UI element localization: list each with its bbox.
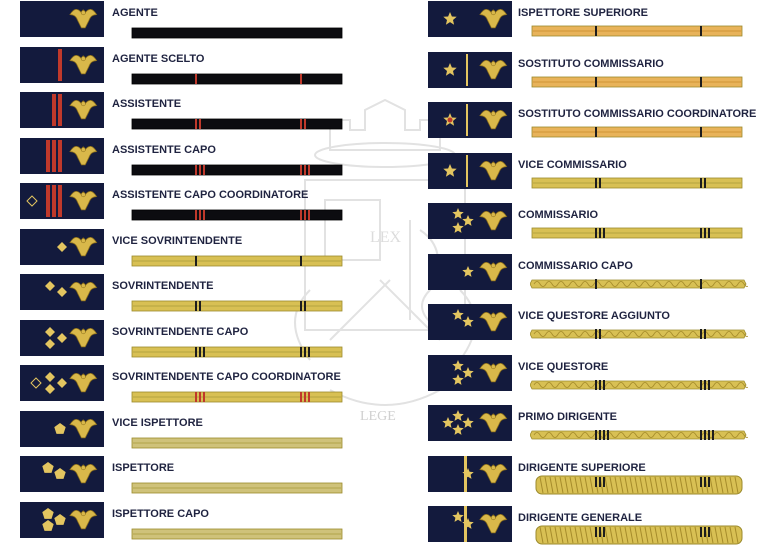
rank-diamond-icon — [45, 372, 55, 382]
bar-mark — [304, 392, 306, 402]
eagle-emblem-icon — [480, 312, 507, 331]
bar-mark — [708, 477, 710, 487]
bar-mark — [595, 527, 597, 537]
rank-diamond-icon — [31, 378, 41, 388]
epaulet-insignia — [428, 304, 512, 340]
bar-mark — [195, 74, 197, 84]
bar-body — [132, 74, 342, 84]
rank-star-icon — [462, 215, 473, 226]
eagle-emblem-icon — [70, 282, 97, 301]
rank-star-icon — [452, 424, 463, 435]
red-stripe — [52, 185, 56, 217]
bar-mark — [195, 210, 197, 220]
rank-name: DIRIGENTE GENERALE — [518, 512, 643, 524]
epaulet-insignia — [428, 506, 512, 542]
rank-name: AGENTE — [112, 7, 158, 19]
bar-mark — [595, 279, 597, 289]
rank-name: SOVRINTENDENTE — [112, 280, 214, 292]
shoulder-bar — [130, 162, 348, 178]
eagle-emblem-icon — [480, 9, 507, 28]
epaulet-insignia — [428, 355, 512, 391]
rank-diamond-icon — [57, 333, 67, 343]
shoulder-bar — [130, 207, 348, 223]
rank-name: COMMISSARIO CAPO — [518, 259, 633, 272]
rank-star-icon — [443, 12, 456, 25]
bar-mark — [704, 527, 706, 537]
epaulet-insignia — [20, 274, 104, 310]
rank-name: SOVRINTENDENTE CAPO COORDINATORE — [112, 371, 341, 383]
shoulder-bar — [530, 326, 748, 342]
bar-mark — [199, 165, 201, 175]
rank-diamond-icon — [45, 281, 55, 291]
bar-mark — [304, 119, 306, 129]
bar-mark — [599, 477, 601, 487]
eagle-emblem-icon — [70, 419, 97, 438]
bar-mark — [199, 119, 201, 129]
rank-pentagon-icon — [54, 468, 65, 479]
rank-name: VICE SOVRINTENDENTE — [112, 234, 243, 247]
rank-name: SOSTITUTO COMMISSARIO — [518, 57, 664, 70]
shoulder-bar — [130, 344, 348, 360]
bar-mark — [308, 392, 310, 402]
shoulder-bar — [530, 124, 748, 140]
shoulder-bar — [530, 524, 748, 546]
epaulet-insignia — [428, 102, 512, 138]
rank-diamond-icon — [45, 339, 55, 349]
rank-pentagon-icon — [42, 462, 53, 473]
bar-mark — [195, 256, 197, 266]
red-stripe — [58, 140, 62, 172]
bar-mark — [700, 329, 702, 339]
rank-name: ASSISTENTE CAPO — [112, 143, 216, 156]
eagle-emblem-icon — [70, 328, 97, 347]
rank-pentagon-icon — [42, 508, 53, 519]
bar-mark — [203, 347, 205, 357]
epaulet-insignia — [428, 52, 512, 88]
epaulet-insignia — [428, 203, 512, 239]
shoulder-bar — [530, 225, 748, 241]
bar-mark — [300, 165, 302, 175]
rank-name: SOSTITUTO COMMISSARIO COORDINATORE — [518, 108, 757, 120]
epaulet-insignia — [428, 254, 512, 290]
shoulder-bar — [530, 23, 748, 39]
bar-mark — [700, 430, 702, 440]
rank-star-icon — [443, 164, 456, 177]
shoulder-bar — [130, 116, 348, 132]
rank-name: VICE QUESTORE AGGIUNTO — [518, 310, 670, 322]
bar-mark — [599, 329, 601, 339]
epaulet-insignia — [20, 502, 104, 538]
rank-name: PRIMO DIRIGENTE — [518, 411, 618, 423]
rank-star-icon — [462, 316, 473, 327]
eagle-emblem-icon — [480, 262, 507, 281]
shoulder-bar — [130, 25, 348, 41]
epaulet-insignia — [20, 47, 104, 83]
bar-mark — [704, 380, 706, 390]
bar-mark — [700, 477, 702, 487]
bar-mark — [203, 392, 205, 402]
bar-mark — [700, 127, 702, 137]
rank-star-icon — [462, 266, 473, 277]
bar-mark — [599, 178, 601, 188]
bar-mark — [704, 178, 706, 188]
rank-star-icon — [452, 374, 463, 385]
bar-mark — [195, 347, 197, 357]
bar-mark — [603, 527, 605, 537]
rank-name: VICE ISPETTORE — [112, 416, 203, 429]
rank-pentagon-icon — [54, 514, 65, 525]
epaulet-insignia — [20, 183, 104, 219]
bar-mark — [700, 26, 702, 36]
rank-diamond-icon — [57, 287, 67, 297]
bar-mark — [599, 228, 601, 238]
bar-mark — [607, 430, 609, 440]
gold-stripe — [466, 104, 468, 136]
epaulet-insignia — [20, 365, 104, 401]
red-stripe — [52, 94, 56, 126]
eagle-emblem-icon — [70, 191, 97, 210]
rank-star-icon — [443, 63, 456, 76]
bar-mark — [700, 77, 702, 87]
rank-star-icon — [442, 417, 453, 428]
rank-name: ISPETTORE — [112, 462, 175, 474]
bar-mark — [603, 477, 605, 487]
rank-star-icon — [452, 222, 463, 233]
bar-mark — [704, 430, 706, 440]
eagle-emblem-icon — [70, 146, 97, 165]
rank-diamond-icon — [57, 378, 67, 388]
shoulder-bar — [130, 526, 348, 542]
eagle-emblem-icon — [480, 161, 507, 180]
epaulet-insignia — [428, 153, 512, 189]
bar-mark — [603, 430, 605, 440]
epaulet-insignia — [20, 456, 104, 492]
rank-diamond-icon — [45, 327, 55, 337]
red-stripe — [46, 185, 50, 217]
bar-mark — [304, 347, 306, 357]
watermark-lege: LEGE — [360, 409, 396, 424]
rank-name: ISPETTORE CAPO — [112, 507, 209, 520]
rank-star-icon — [452, 410, 463, 421]
gold-stripe — [466, 54, 468, 86]
bar-mark — [700, 279, 702, 289]
bar-mark — [300, 74, 302, 84]
bar-mark — [708, 430, 710, 440]
bar-mark — [708, 527, 710, 537]
bar-mark — [304, 210, 306, 220]
bar-mark — [595, 127, 597, 137]
red-stripe — [58, 94, 62, 126]
bar-mark — [595, 178, 597, 188]
bar-mark — [304, 165, 306, 175]
bar-mark — [595, 228, 597, 238]
bar-mark — [599, 380, 601, 390]
rank-diamond-icon — [45, 384, 55, 394]
bar-mark — [595, 26, 597, 36]
bar-mark — [195, 119, 197, 129]
bar-body — [132, 28, 342, 38]
eagle-emblem-icon — [70, 464, 97, 483]
bar-mark — [195, 165, 197, 175]
bar-mark — [195, 301, 197, 311]
bar-mark — [300, 347, 302, 357]
bar-mark — [300, 392, 302, 402]
rank-diamond-icon — [57, 242, 67, 252]
bar-mark — [199, 301, 201, 311]
rank-name: SOVRINTENDENTE CAPO — [112, 325, 249, 338]
bar-mark — [599, 527, 601, 537]
rank-star-icon — [462, 367, 473, 378]
red-center-dot — [448, 118, 453, 123]
bar-mark — [595, 430, 597, 440]
red-stripe — [58, 185, 62, 217]
shoulder-bar — [130, 71, 348, 87]
bar-mark — [199, 210, 201, 220]
bar-mark — [595, 380, 597, 390]
red-stripe — [52, 140, 56, 172]
eagle-emblem-icon — [70, 100, 97, 119]
epaulet-insignia — [428, 405, 512, 441]
shoulder-bar — [130, 435, 348, 451]
eagle-emblem-icon — [480, 514, 507, 533]
epaulet-insignia — [20, 411, 104, 447]
bar-body — [132, 119, 342, 129]
bar-mark — [308, 347, 310, 357]
shoulder-bar — [530, 74, 748, 90]
eagle-emblem-icon — [70, 373, 97, 392]
eagle-emblem-icon — [70, 237, 97, 256]
shoulder-bar — [130, 389, 348, 405]
bar-mark — [308, 210, 310, 220]
eagle-emblem-icon — [480, 60, 507, 79]
rank-name: COMMISSARIO — [518, 209, 599, 221]
shoulder-bar — [530, 175, 748, 191]
eagle-emblem-icon — [70, 55, 97, 74]
bar-mark — [603, 380, 605, 390]
eagle-emblem-icon — [70, 510, 97, 529]
eagle-emblem-icon — [480, 413, 507, 432]
epaulet-insignia — [20, 1, 104, 37]
shoulder-bar — [530, 474, 748, 496]
eagle-emblem-icon — [480, 464, 507, 483]
rank-name: ASSISTENTE — [112, 98, 182, 110]
shoulder-bar — [530, 276, 748, 292]
rank-name: AGENTE SCELTO — [112, 52, 205, 65]
shoulder-bar — [530, 377, 748, 393]
bar-mark — [304, 301, 306, 311]
epaulet-insignia — [428, 456, 512, 492]
bar-mark — [704, 477, 706, 487]
bar-mark — [199, 347, 201, 357]
shoulder-bar — [130, 480, 348, 496]
eagle-emblem-icon — [70, 9, 97, 28]
rank-star-icon — [452, 511, 463, 522]
epaulet-insignia — [20, 320, 104, 356]
eagle-emblem-icon — [480, 211, 507, 230]
bar-mark — [595, 329, 597, 339]
rank-name: VICE COMMISSARIO — [518, 158, 627, 171]
bar-mark — [708, 380, 710, 390]
eagle-emblem-icon — [480, 363, 507, 382]
bar-mark — [203, 165, 205, 175]
bar-body — [132, 165, 342, 175]
rank-name: DIRIGENTE SUPERIORE — [518, 461, 646, 474]
rank-star-icon — [462, 417, 473, 428]
bar-mark — [712, 430, 714, 440]
bar-mark — [195, 392, 197, 402]
bar-mark — [700, 228, 702, 238]
rank-star-icon — [452, 309, 463, 320]
rank-pentagon-icon — [42, 520, 53, 531]
bar-mark — [300, 256, 302, 266]
red-stripe — [58, 49, 62, 81]
bar-mark — [203, 210, 205, 220]
bar-mark — [700, 178, 702, 188]
bar-mark — [700, 527, 702, 537]
epaulet-insignia — [20, 138, 104, 174]
rank-name: ISPETTORE SUPERIORE — [518, 7, 648, 19]
bar-mark — [308, 165, 310, 175]
rank-star-icon — [452, 208, 463, 219]
epaulet-insignia — [428, 1, 512, 37]
rank-pentagon-icon — [54, 423, 65, 434]
epaulet-insignia — [20, 229, 104, 265]
bar-mark — [603, 228, 605, 238]
rank-star-icon — [452, 360, 463, 371]
bar-mark — [704, 228, 706, 238]
watermark-lex: LEX — [370, 229, 402, 246]
bar-mark — [595, 77, 597, 87]
bar-mark — [595, 477, 597, 487]
bar-mark — [300, 119, 302, 129]
bar-mark — [300, 210, 302, 220]
bar-mark — [704, 329, 706, 339]
bar-mark — [300, 301, 302, 311]
eagle-emblem-icon — [480, 110, 507, 129]
gold-stripe — [466, 155, 468, 187]
shoulder-bar — [130, 298, 348, 314]
bar-body — [132, 210, 342, 220]
bar-mark — [199, 392, 201, 402]
rank-diamond-icon — [27, 196, 37, 206]
bar-mark — [599, 430, 601, 440]
shoulder-bar — [130, 253, 348, 269]
rank-name: VICE QUESTORE — [518, 360, 609, 373]
epaulet-insignia — [20, 92, 104, 128]
red-stripe — [46, 140, 50, 172]
bar-mark — [708, 228, 710, 238]
shoulder-bar — [530, 427, 748, 443]
bar-mark — [700, 380, 702, 390]
rank-name: ASSISTENTE CAPO COORDINATORE — [112, 189, 309, 201]
